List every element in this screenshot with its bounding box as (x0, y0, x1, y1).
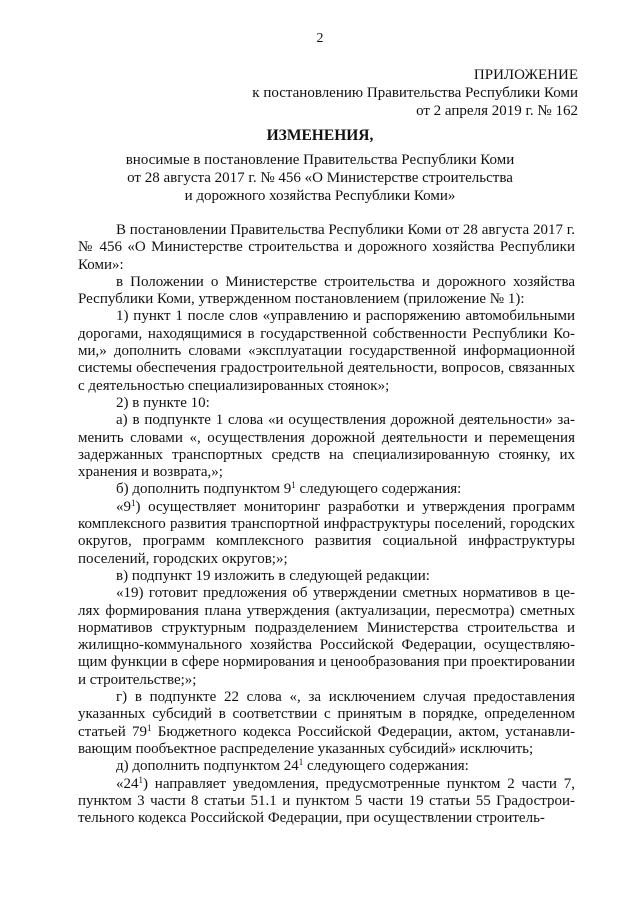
paragraph-7 (78, 499, 575, 568)
paragraph-11 (78, 758, 575, 775)
paragraph-5: а) в подпункте 1 слова «и осуществления дорожной деятельности» заменить словами «, осуществления дорожной деятельности и перемещения задержанных транспортных средств на специализированную стоянку, их хранения и возврата,»; (78, 412, 575, 481)
paragraph-11-superscript: 1 (298, 757, 304, 768)
attachment-line-2: от 2 апреля 2019 г. № 162 (416, 103, 578, 119)
attachment-label: ПРИЛОЖЕНИЕ (473, 67, 578, 83)
paragraph-7-text-b: ) осуществляет мониторинг разработки и утверждения программ комплексного развития транспортной инфраструктуры поселений, городских округов, программ комплексного развития социальной инфраструктуры поселений, городских округов;»; (78, 498, 575, 567)
paragraph-12-text-b: ) направляет уведомления, предусмотренные пунктом 2 части 7, пунктом 3 части 8 статьи 51.1 и пунктом 5 части 19 статьи 55 Градостроительного кодекса Российской Федерации, при осуществлении строитель- (78, 775, 575, 827)
paragraph-7-text-a: «9 (116, 498, 131, 515)
paragraph-6-superscript: 1 (291, 480, 296, 491)
title-line-3: и дорожного хозяйства Республики Коми» (184, 188, 456, 204)
paragraph-12-superscript: 1 (138, 774, 143, 785)
paragraph-12-text-a: «24 (116, 775, 139, 792)
paragraph-10-superscript: 1 (147, 722, 152, 733)
paragraph-11-text-b: следующего содержания: (303, 758, 469, 775)
paragraph-6 (78, 481, 575, 498)
paragraph-12 (78, 776, 575, 828)
paragraph-7-superscript: 1 (131, 497, 136, 508)
title-line-1: вносимые в постановление Правительства Республики Коми (125, 152, 515, 168)
paragraph-6-text-a: б) дополнить подпунктом 9 (116, 481, 292, 498)
paragraph-9: «19) готовит предложения об утверждении сметных нормативов в целях формирования плана утверждения (актуализации, пересмотра) сметных нормативов структурным подразделением Министерства строительства и жилищно-коммунального хозяйства Российской Федерации, осуществляющим функции в сфере нормирования и ценообразования при проектировании и строительстве;»; (78, 585, 575, 688)
paragraph-1: В постановлении Правительства Республики Коми от 28 августа 2017 г. № 456 «О Министерстве строительства и дорожного хозяйства Республики Коми»: (78, 222, 575, 273)
attachment-header (252, 66, 578, 120)
paragraph-10-text-b: Бюджетного кодекса Российской Федерации, актом, устанавливающим пообъектное распределение указанных субсидий» исключить; (78, 723, 575, 757)
title-block (0, 127, 640, 205)
paragraph-6-text-b: следующего содержания: (295, 481, 462, 498)
document-body (78, 222, 575, 827)
paragraph-4: 2) в пункте 10: (116, 394, 210, 411)
paragraph-10-text-a: г) в подпункте 22 слова «, за исключением случая предоставления указанных субсидий в соответствии с принятым в порядке, определенном статьей 79 (78, 689, 575, 740)
page-number: 2 (316, 31, 324, 46)
paragraph-8: в) подпункт 19 изложить в следующей редакции: (116, 567, 430, 584)
title-line-2: от 28 августа 2017 г. № 456 «О Министерстве строительства (127, 170, 513, 186)
paragraph-2: в Положении о Министерстве строительства и дорожного хозяйства Республики Коми, утвержденном постановлением (приложение № 1): (78, 273, 575, 308)
attachment-line-1: к постановлению Правительства Республики Коми (252, 85, 578, 101)
document-title: ИЗМЕНЕНИЯ, (266, 127, 374, 144)
paragraph-3: 1) пункт 1 после слов «управлению и распоряжению автомобильными дорогами, находящимися в государственной собственности Республики Коми,» дополнить словами «эксплуатации государственной информационной системы обеспечения градостроительной деятельности, вопросов, связанных с деятельностью специализированных стоянок»; (78, 308, 575, 394)
paragraph-10 (78, 689, 575, 758)
paragraph-11-text-a: д) дополнить подпунктом 24 (116, 758, 299, 775)
